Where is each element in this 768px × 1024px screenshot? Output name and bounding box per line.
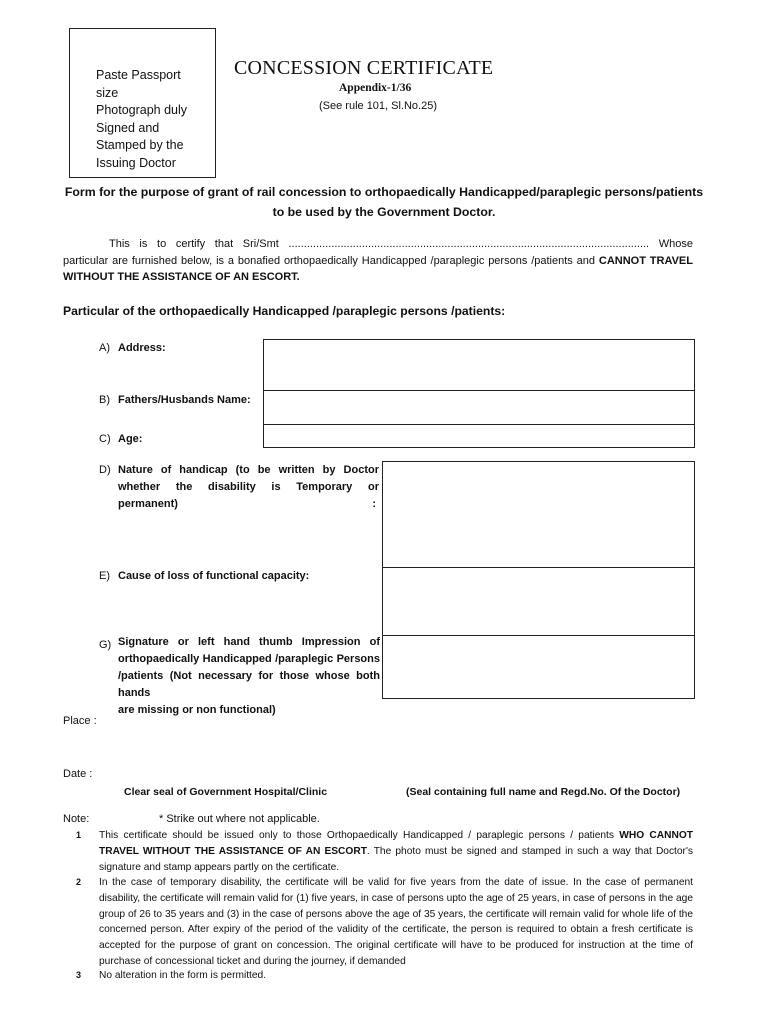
strike-out-note: * Strike out where not applicable. bbox=[159, 813, 320, 825]
note-item: 1 This certificate should be issued only to those Orthopaedically Handicapped / paraplegic persons / patients WHO CANNOT TRAVEL WITHOUT THE ASSISTANCE OF AN ESCORT. The photo must be signed and stamped in such a way that Doctor's signature and stamp appears partly on the certificate. bbox=[76, 830, 693, 873]
date-label: Date : bbox=[63, 768, 93, 780]
nature-of-handicap-field[interactable] bbox=[382, 461, 695, 568]
form-heading: Form for the purpose of grant of rail concession to orthopaedically Handicapped/paraplegic persons/patients to be used by the Government Doctor. bbox=[64, 185, 704, 219]
age-field[interactable] bbox=[263, 424, 695, 448]
note-item: 2 In the case of temporary disability, the certificate will be valid for five years from the date of issue. In the case of permanent disability, the certificate will remain valid for (1) five years, in case of persons upto the age of 25 years, in case of persons in the age group of 26 to 35 years and (3) in the case of persons above the age of 35 years, the certificate will remain valid for whole life of the concerned person. After expiry of the period of the validity of the certificate, the person is required to obtain a fresh certificate is accepted for the purpose of grant on concession. The original certificate will have to be produced for instruction at the time of purchase of concessional ticket and during the journey, if demanded bbox=[76, 877, 693, 967]
doctor-seal-label: (Seal containing full name and Regd.No. Of the Doctor) bbox=[406, 786, 681, 798]
age-label: C) Age: bbox=[99, 433, 143, 445]
cause-of-loss-field[interactable] bbox=[382, 567, 695, 636]
certification-paragraph: This is to certify that Sri/Smt ...................................................................................................................... Whose particular are furnished below, is a bonafied orthopaedically Handicapped /paraplegic persons /patients and CANNOT TRAVEL WITHOUT THE ASSISTANCE OF AN ESCORT. bbox=[63, 238, 693, 283]
father-husband-name-field[interactable] bbox=[263, 390, 695, 425]
rule-reference: (See rule 101, Sl.No.25) bbox=[319, 100, 438, 112]
nature-of-handicap-label: D) Nature of handicap (to be written by Doctor whether the disability is Temporary or permanent) : bbox=[99, 464, 379, 510]
signature-label: G) Signature or left hand thumb Impression of orthopaedically Handicapped /paraplegic Persons /patients (Not necessary for those whose both hands are missing or non functional) bbox=[99, 636, 380, 716]
note-label: Note: bbox=[63, 813, 90, 825]
place-label: Place : bbox=[63, 715, 97, 727]
photo-instructions: Paste Passport size Photograph duly Signed and Stamped by the Issuing Doctor bbox=[96, 68, 188, 170]
cause-of-loss-label: E) Cause of loss of functional capacity: bbox=[99, 570, 310, 582]
appendix-label: Appendix-1/36 bbox=[339, 82, 412, 94]
address-field[interactable] bbox=[263, 339, 695, 391]
hospital-seal-label: Clear seal of Government Hospital/Clinic bbox=[124, 786, 328, 798]
document-title: CONCESSION CERTIFICATE bbox=[234, 57, 494, 79]
note-item: 3 No alteration in the form is permitted. bbox=[76, 970, 267, 981]
address-label: A) Address: bbox=[99, 342, 166, 354]
photo-paste-box bbox=[69, 28, 216, 178]
particulars-title: Particular of the orthopaedically Handicapped /paraplegic persons /patients: bbox=[63, 304, 506, 318]
father-husband-name-label: B) Fathers/Husbands Name: bbox=[99, 394, 251, 406]
signature-field[interactable] bbox=[382, 635, 695, 699]
